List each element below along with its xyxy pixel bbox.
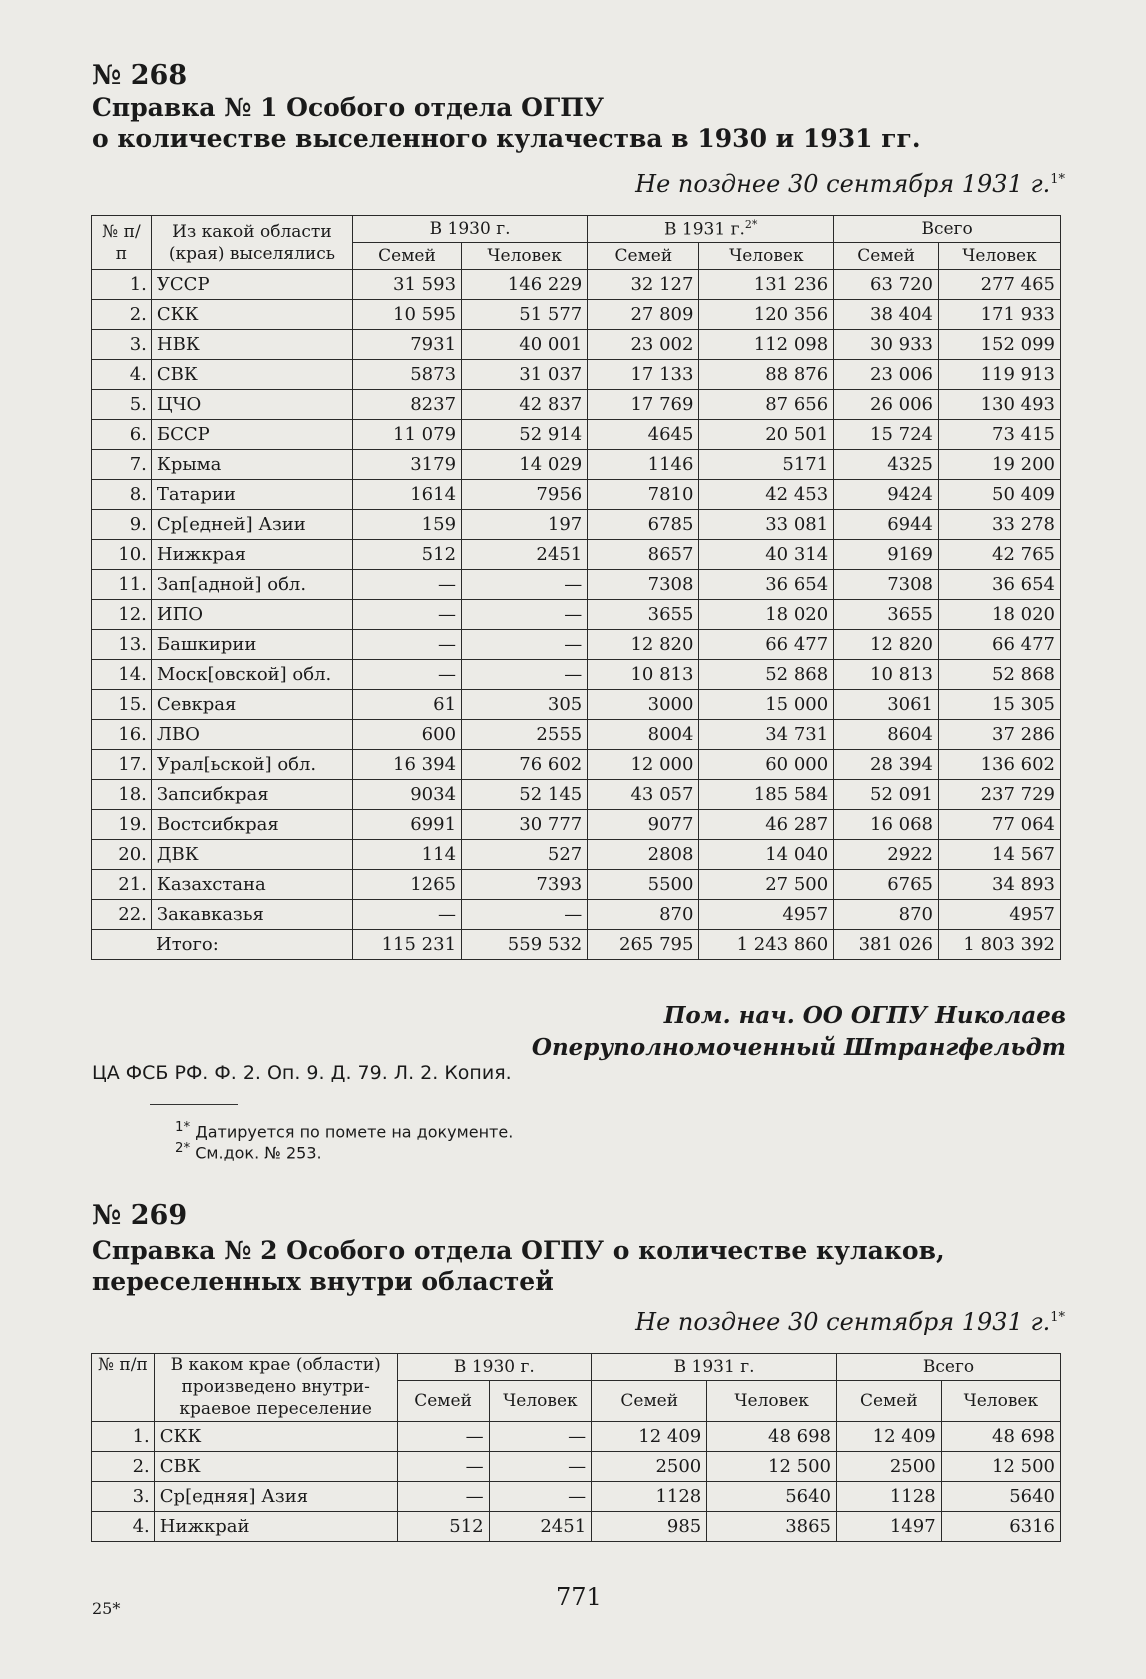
region-name: Казахстана (151, 870, 352, 900)
footnote-2-mark: 2* (175, 1141, 191, 1156)
doc-268-signatures (532, 1000, 1066, 1064)
cell-value: 76 602 (462, 750, 588, 780)
cell-value: 1497 (837, 1512, 942, 1542)
cell-value: 114 (352, 840, 461, 870)
cell-value: 27 809 (588, 300, 699, 330)
cell-value: — (352, 630, 461, 660)
header-idx: № п/п (92, 216, 152, 270)
region-name: УССР (151, 270, 352, 300)
cell-value: 14 029 (462, 450, 588, 480)
cell-value: 1128 (837, 1482, 942, 1512)
header-region: Из какой области (края) выселялись (151, 216, 352, 270)
cell-value: 5640 (941, 1482, 1060, 1512)
cell-value: 1265 (352, 870, 461, 900)
table-row (92, 270, 1061, 300)
cell-value: 77 064 (939, 810, 1061, 840)
region-name: НВК (151, 330, 352, 360)
cell-value: 2500 (592, 1452, 707, 1482)
header-1930: В 1930 г. (352, 216, 587, 243)
cell-value: 23 006 (834, 360, 939, 390)
region-name: Востсибкрая (151, 810, 352, 840)
row-index: 17. (92, 750, 152, 780)
cell-value: 5171 (699, 450, 834, 480)
cell-value: — (397, 1422, 489, 1452)
cell-value: 26 006 (834, 390, 939, 420)
row-index: 2. (92, 300, 152, 330)
cell-value: 17 133 (588, 360, 699, 390)
cell-value: 30 777 (462, 810, 588, 840)
doc-268-date (635, 170, 1065, 198)
cell-value: 2451 (462, 540, 588, 570)
cell-value: 185 584 (699, 780, 834, 810)
region-name: СВК (154, 1452, 397, 1482)
cell-value: 3000 (588, 690, 699, 720)
cell-value: 7810 (588, 480, 699, 510)
table-row (92, 480, 1061, 510)
cell-value: 60 000 (699, 750, 834, 780)
region-name: Севкрая (151, 690, 352, 720)
cell-value: — (462, 570, 588, 600)
header-people: Человек (707, 1381, 837, 1422)
row-index: 9. (92, 510, 152, 540)
cell-value: 50 409 (939, 480, 1061, 510)
header-families: Семей (397, 1381, 489, 1422)
header-total: Всего (834, 216, 1061, 243)
header-1931-footnote-mark: 2* (744, 218, 758, 232)
header-people: Человек (462, 243, 588, 270)
cell-value: 2500 (837, 1452, 942, 1482)
header-families: Семей (837, 1381, 942, 1422)
table-row (92, 330, 1061, 360)
cell-value: 6944 (834, 510, 939, 540)
table-row (92, 810, 1061, 840)
cell-value: 12 500 (941, 1452, 1060, 1482)
row-index: 21. (92, 870, 152, 900)
total-value: 381 026 (834, 930, 939, 960)
cell-value: 6765 (834, 870, 939, 900)
cell-value: 15 000 (699, 690, 834, 720)
row-index: 22. (92, 900, 152, 930)
region-name: Урал[ьской] обл. (151, 750, 352, 780)
cell-value: 3865 (707, 1512, 837, 1542)
table-row (92, 660, 1061, 690)
cell-value: 28 394 (834, 750, 939, 780)
cell-value: 52 868 (699, 660, 834, 690)
region-name: Башкирии (151, 630, 352, 660)
doc-269-title (92, 1235, 945, 1297)
header-1930: В 1930 г. (397, 1354, 592, 1381)
table-row (92, 840, 1061, 870)
cell-value: 6785 (588, 510, 699, 540)
cell-value: — (397, 1452, 489, 1482)
doc-269-table-body (92, 1422, 1061, 1542)
cell-value: — (489, 1482, 592, 1512)
cell-value: 277 465 (939, 270, 1061, 300)
cell-value: 2555 (462, 720, 588, 750)
header-people: Человек (941, 1381, 1060, 1422)
cell-value: 9424 (834, 480, 939, 510)
header-people: Человек (489, 1381, 592, 1422)
row-index: 11. (92, 570, 152, 600)
cell-value: 12 409 (837, 1422, 942, 1452)
total-value: 1 803 392 (939, 930, 1061, 960)
table-row (92, 1482, 1061, 1512)
cell-value: 7393 (462, 870, 588, 900)
row-index: 2. (92, 1452, 155, 1482)
cell-value: 16 068 (834, 810, 939, 840)
cell-value: 8657 (588, 540, 699, 570)
header-1931 (588, 216, 834, 243)
footnote-1-text: Датируется по помете на документе. (190, 1122, 514, 1142)
table-row (92, 1512, 1061, 1542)
doc-269-date-footnote-mark: 1* (1050, 1310, 1065, 1325)
cell-value: 8604 (834, 720, 939, 750)
cell-value: 12 000 (588, 750, 699, 780)
cell-value: 63 720 (834, 270, 939, 300)
row-index: 19. (92, 810, 152, 840)
cell-value: 15 305 (939, 690, 1061, 720)
cell-value: 527 (462, 840, 588, 870)
footnote-1 (175, 1120, 513, 1141)
cell-value: 4957 (699, 900, 834, 930)
cell-value: 870 (834, 900, 939, 930)
cell-value: 52 145 (462, 780, 588, 810)
doc-268-date-footnote-mark: 1* (1050, 172, 1065, 187)
signature-mark: 25* (92, 1599, 121, 1618)
header-families: Семей (588, 243, 699, 270)
row-index: 6. (92, 420, 152, 450)
cell-value: 9034 (352, 780, 461, 810)
cell-value: 146 229 (462, 270, 588, 300)
row-index: 4. (92, 1512, 155, 1542)
row-index: 12. (92, 600, 152, 630)
cell-value: 16 394 (352, 750, 461, 780)
row-index: 18. (92, 780, 152, 810)
doc-269-date-text: Не позднее 30 сентября 1931 г. (635, 1308, 1051, 1336)
cell-value: 130 493 (939, 390, 1061, 420)
cell-value: 34 893 (939, 870, 1061, 900)
cell-value: 36 654 (699, 570, 834, 600)
region-name: Крыма (151, 450, 352, 480)
table-row (92, 600, 1061, 630)
cell-value: 48 698 (707, 1422, 837, 1452)
region-name: ЦЧО (151, 390, 352, 420)
table-row (92, 720, 1061, 750)
signature-line2: Оперуполномоченный Штрангфельдт (531, 1034, 1066, 1061)
total-row (92, 930, 1061, 960)
region-name: Закавказья (151, 900, 352, 930)
doc-269-date (635, 1308, 1065, 1336)
region-name: Нижкрай (154, 1512, 397, 1542)
cell-value: 11 079 (352, 420, 461, 450)
table-row (92, 1422, 1061, 1452)
table-row (92, 900, 1061, 930)
cell-value: 31 593 (352, 270, 461, 300)
cell-value: 18 020 (699, 600, 834, 630)
row-index: 15. (92, 690, 152, 720)
total-value: 559 532 (462, 930, 588, 960)
cell-value: 6991 (352, 810, 461, 840)
cell-value: 14 567 (939, 840, 1061, 870)
footnote-divider (150, 1104, 238, 1105)
cell-value: 1128 (592, 1482, 707, 1512)
table-row (92, 630, 1061, 660)
cell-value: 870 (588, 900, 699, 930)
cell-value: 5640 (707, 1482, 837, 1512)
cell-value: 20 501 (699, 420, 834, 450)
row-index: 1. (92, 1422, 155, 1452)
region-name: СКК (154, 1422, 397, 1452)
table-row (92, 780, 1061, 810)
region-name: Ср[едней] Азии (151, 510, 352, 540)
cell-value: 31 037 (462, 360, 588, 390)
cell-value: 152 099 (939, 330, 1061, 360)
table-row (92, 390, 1061, 420)
cell-value: 23 002 (588, 330, 699, 360)
cell-value: 159 (352, 510, 461, 540)
cell-value: 43 057 (588, 780, 699, 810)
doc-269-title-line1: Справка № 2 Особого отдела ОГПУ о количестве кулаков, (92, 1236, 945, 1265)
row-index: 7. (92, 450, 152, 480)
region-name: Нижкрая (151, 540, 352, 570)
region-name: ЛВО (151, 720, 352, 750)
header-idx: № п/п (92, 1354, 155, 1422)
cell-value: 131 236 (699, 270, 834, 300)
table-row (92, 420, 1061, 450)
table-row (92, 360, 1061, 390)
cell-value: — (462, 900, 588, 930)
cell-value: 4957 (939, 900, 1061, 930)
row-index: 8. (92, 480, 152, 510)
cell-value: 10 813 (588, 660, 699, 690)
region-name: Зап[адной] обл. (151, 570, 352, 600)
cell-value: 14 040 (699, 840, 834, 870)
cell-value: 985 (592, 1512, 707, 1542)
doc-268-title-line2: о количестве выселенного кулачества в 1930 и 1931 гг. (92, 124, 921, 153)
doc-268-table (91, 215, 1061, 960)
cell-value: 34 731 (699, 720, 834, 750)
header-families: Семей (592, 1381, 707, 1422)
cell-value: 51 577 (462, 300, 588, 330)
signature-line1: Пом. нач. ОО ОГПУ Николаев (663, 1002, 1066, 1029)
row-index: 3. (92, 330, 152, 360)
cell-value: 33 278 (939, 510, 1061, 540)
doc-268-title (92, 92, 921, 154)
region-name: СКК (151, 300, 352, 330)
cell-value: — (352, 570, 461, 600)
cell-value: 237 729 (939, 780, 1061, 810)
cell-value: 10 595 (352, 300, 461, 330)
row-index: 20. (92, 840, 152, 870)
region-name: БССР (151, 420, 352, 450)
table-row (92, 870, 1061, 900)
cell-value: 12 820 (588, 630, 699, 660)
header-families: Семей (352, 243, 461, 270)
header-1931: В 1931 г. (592, 1354, 837, 1381)
footnote-1-mark: 1* (175, 1120, 191, 1135)
cell-value: — (352, 660, 461, 690)
region-name: Татарии (151, 480, 352, 510)
cell-value: — (489, 1452, 592, 1482)
cell-value: 112 098 (699, 330, 834, 360)
table-row (92, 570, 1061, 600)
cell-value: 61 (352, 690, 461, 720)
doc-268-number: № 268 (92, 60, 188, 91)
cell-value: 5500 (588, 870, 699, 900)
region-name: Моск[овской] обл. (151, 660, 352, 690)
total-value: 265 795 (588, 930, 699, 960)
cell-value: 2808 (588, 840, 699, 870)
cell-value: 600 (352, 720, 461, 750)
cell-value: 512 (397, 1512, 489, 1542)
cell-value: 7308 (834, 570, 939, 600)
header-region: В каком крае (области) произведено внутри-краевое переселение (154, 1354, 397, 1422)
row-index: 14. (92, 660, 152, 690)
cell-value: 3179 (352, 450, 461, 480)
cell-value: — (462, 600, 588, 630)
table-row (92, 510, 1061, 540)
cell-value: 1146 (588, 450, 699, 480)
total-label: Итого: (92, 930, 353, 960)
cell-value: 52 868 (939, 660, 1061, 690)
cell-value: 136 602 (939, 750, 1061, 780)
cell-value: — (462, 630, 588, 660)
header-1931-text: В 1931 г. (664, 219, 745, 240)
row-index: 1. (92, 270, 152, 300)
cell-value: 9077 (588, 810, 699, 840)
cell-value: 197 (462, 510, 588, 540)
cell-value: 1614 (352, 480, 461, 510)
table-row (92, 690, 1061, 720)
row-index: 3. (92, 1482, 155, 1512)
cell-value: 40 314 (699, 540, 834, 570)
region-name: Запсибкрая (151, 780, 352, 810)
region-name: ИПО (151, 600, 352, 630)
row-index: 5. (92, 390, 152, 420)
cell-value: 3655 (834, 600, 939, 630)
cell-value: 88 876 (699, 360, 834, 390)
cell-value: 87 656 (699, 390, 834, 420)
cell-value: 38 404 (834, 300, 939, 330)
cell-value: 66 477 (939, 630, 1061, 660)
cell-value: 120 356 (699, 300, 834, 330)
table-row (92, 300, 1061, 330)
cell-value: 32 127 (588, 270, 699, 300)
table-row (92, 540, 1061, 570)
cell-value: 17 769 (588, 390, 699, 420)
cell-value: 36 654 (939, 570, 1061, 600)
cell-value: 37 286 (939, 720, 1061, 750)
cell-value: 171 933 (939, 300, 1061, 330)
cell-value: 512 (352, 540, 461, 570)
cell-value: 46 287 (699, 810, 834, 840)
cell-value: 42 837 (462, 390, 588, 420)
cell-value: 27 500 (699, 870, 834, 900)
cell-value: 5873 (352, 360, 461, 390)
cell-value: 52 914 (462, 420, 588, 450)
footnote-2-text: См.док. № 253. (190, 1143, 322, 1163)
cell-value: 3061 (834, 690, 939, 720)
cell-value: 7308 (588, 570, 699, 600)
cell-value: 6316 (941, 1512, 1060, 1542)
cell-value: 42 453 (699, 480, 834, 510)
cell-value: 19 200 (939, 450, 1061, 480)
cell-value: 33 081 (699, 510, 834, 540)
row-index: 16. (92, 720, 152, 750)
cell-value: 15 724 (834, 420, 939, 450)
cell-value: — (397, 1482, 489, 1512)
doc-268-title-line1: Справка № 1 Особого отдела ОГПУ (92, 93, 605, 122)
cell-value: 4325 (834, 450, 939, 480)
cell-value: 52 091 (834, 780, 939, 810)
region-name: ДВК (151, 840, 352, 870)
cell-value: 10 813 (834, 660, 939, 690)
doc-268-date-text: Не позднее 30 сентября 1931 г. (635, 170, 1051, 198)
page-number: 771 (556, 1583, 602, 1611)
cell-value: 42 765 (939, 540, 1061, 570)
cell-value: 8004 (588, 720, 699, 750)
cell-value: 12 820 (834, 630, 939, 660)
cell-value: 12 409 (592, 1422, 707, 1452)
doc-269-number: № 269 (92, 1200, 188, 1231)
header-people: Человек (699, 243, 834, 270)
table-row (92, 450, 1061, 480)
header-families: Семей (834, 243, 939, 270)
row-index: 10. (92, 540, 152, 570)
doc-269-table (91, 1353, 1061, 1542)
header-people: Человек (939, 243, 1061, 270)
cell-value: 305 (462, 690, 588, 720)
total-value: 115 231 (352, 930, 461, 960)
region-name: Ср[едняя] Азия (154, 1482, 397, 1512)
cell-value: 119 913 (939, 360, 1061, 390)
cell-value: — (489, 1422, 592, 1452)
cell-value: 48 698 (941, 1422, 1060, 1452)
cell-value: 2451 (489, 1512, 592, 1542)
table-row (92, 750, 1061, 780)
region-name: СВК (151, 360, 352, 390)
cell-value: 66 477 (699, 630, 834, 660)
table-row (92, 1452, 1061, 1482)
cell-value: 4645 (588, 420, 699, 450)
cell-value: 7931 (352, 330, 461, 360)
cell-value: 18 020 (939, 600, 1061, 630)
cell-value: 3655 (588, 600, 699, 630)
doc-268-table-body (92, 270, 1061, 960)
cell-value: 73 415 (939, 420, 1061, 450)
row-index: 4. (92, 360, 152, 390)
cell-value: 2922 (834, 840, 939, 870)
cell-value: — (462, 660, 588, 690)
cell-value: — (352, 600, 461, 630)
cell-value: — (352, 900, 461, 930)
cell-value: 12 500 (707, 1452, 837, 1482)
footnote-2 (175, 1141, 322, 1162)
total-value: 1 243 860 (699, 930, 834, 960)
cell-value: 30 933 (834, 330, 939, 360)
archive-reference: ЦА ФСБ РФ. Ф. 2. Оп. 9. Д. 79. Л. 2. Копия. (92, 1062, 512, 1084)
cell-value: 8237 (352, 390, 461, 420)
row-index: 13. (92, 630, 152, 660)
cell-value: 7956 (462, 480, 588, 510)
cell-value: 9169 (834, 540, 939, 570)
doc-269-title-line2: переселенных внутри областей (92, 1267, 554, 1296)
cell-value: 40 001 (462, 330, 588, 360)
header-total: Всего (837, 1354, 1061, 1381)
